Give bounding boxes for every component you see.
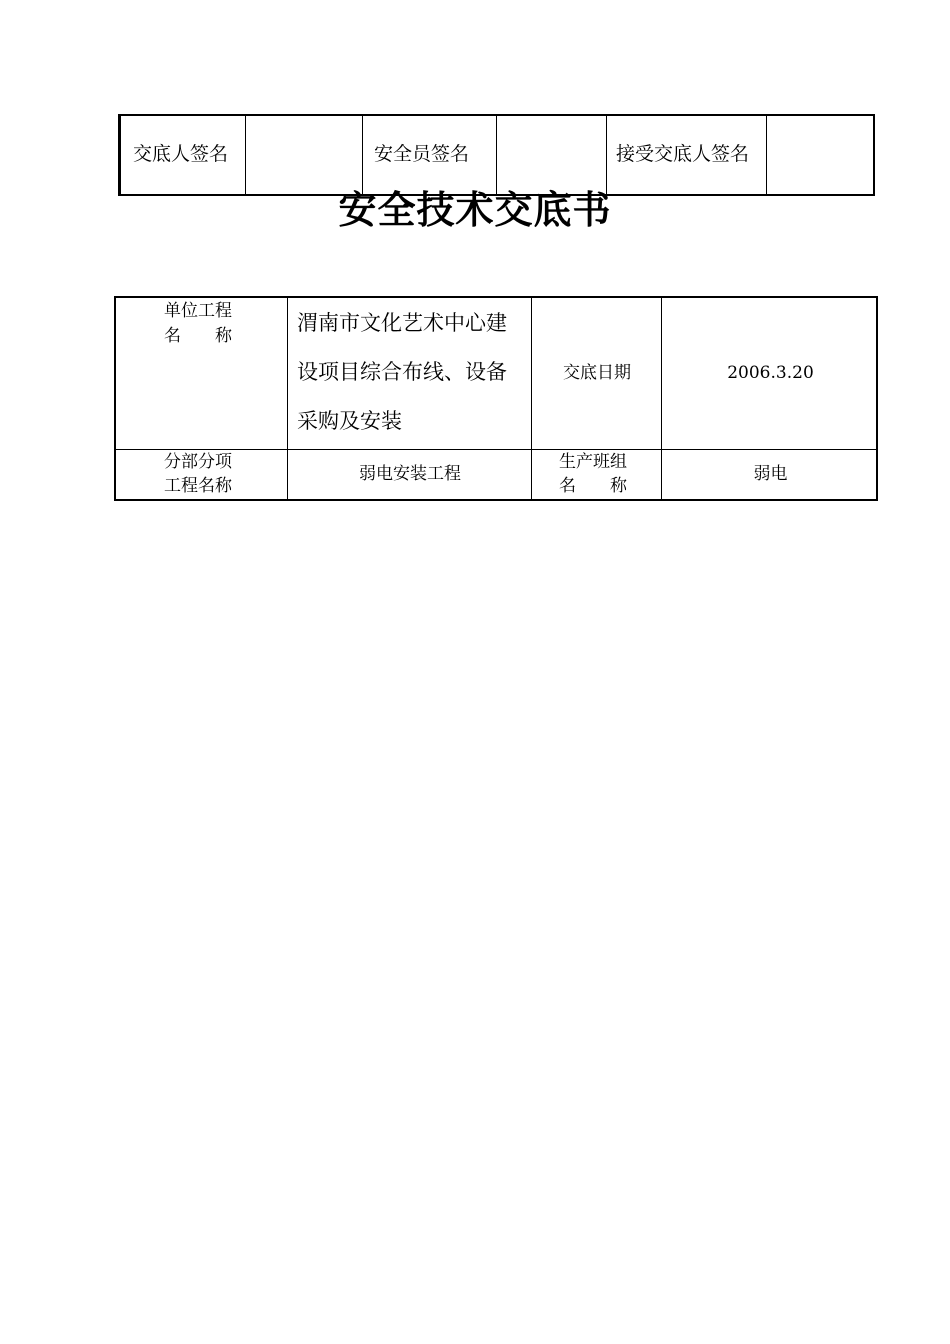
- document-title: 安全技术交底书: [338, 187, 612, 232]
- info-table: [114, 296, 878, 501]
- cell-divider: [245, 116, 246, 194]
- date-value: 2006.3.20: [727, 363, 814, 383]
- cell-divider: [606, 116, 607, 194]
- cell-divider: [661, 298, 662, 499]
- sub-project-label: 分部分项: [164, 452, 232, 472]
- safety-officer-signature-label: 安全员签名: [374, 143, 470, 165]
- signature-table: [118, 114, 875, 196]
- unit-project-value: 设项目综合布线、设备: [297, 360, 507, 384]
- date-label: 交底日期: [563, 363, 631, 383]
- presenter-signature-label: 交底人签名: [133, 143, 229, 165]
- sub-project-value: 弱电安装工程: [359, 464, 461, 484]
- team-label: 生产班组: [559, 452, 627, 472]
- cell-divider: [766, 116, 767, 194]
- cell-divider: [496, 116, 497, 194]
- cell-divider: [531, 298, 532, 499]
- team-value: 弱电: [753, 464, 788, 484]
- team-label: 名 称: [559, 476, 627, 496]
- sub-project-label: 工程名称: [164, 476, 232, 496]
- unit-project-label: 名 称: [164, 326, 232, 346]
- cell-divider: [362, 116, 363, 194]
- receiver-signature-label: 接受交底人签名: [616, 143, 750, 165]
- unit-project-label: 单位工程: [164, 301, 232, 321]
- unit-project-value: 渭南市文化艺术中心建: [297, 311, 507, 335]
- unit-project-value: 采购及安装: [297, 409, 402, 433]
- cell-divider: [287, 298, 288, 499]
